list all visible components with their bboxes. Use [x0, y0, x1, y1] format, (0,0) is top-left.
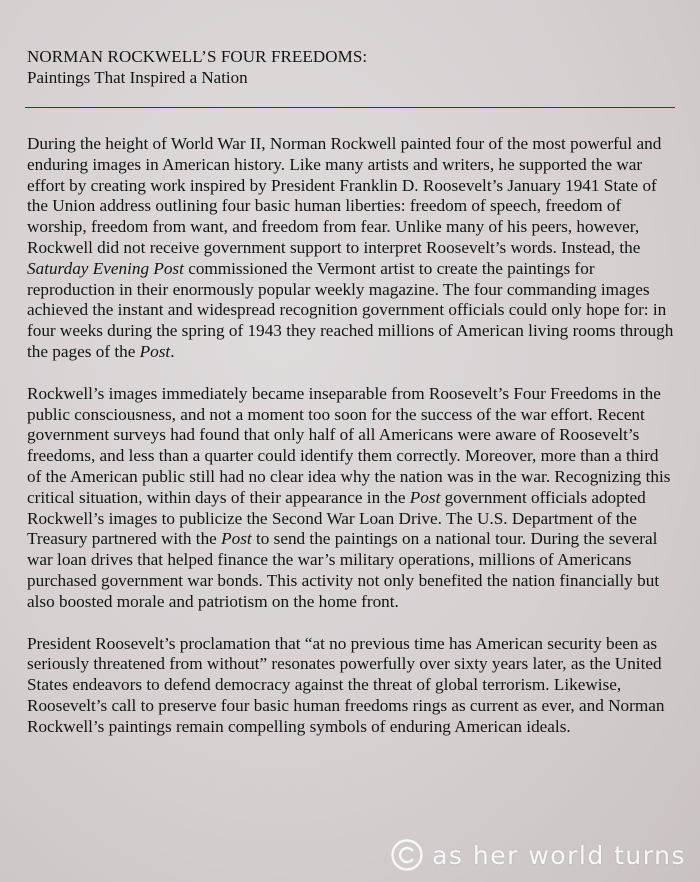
paragraph-2-italic-post-1: Post — [409, 487, 441, 507]
paragraph-1-part-b: commissioned the Vermont artist to create the paintings for reproduction in their enormously popular weekly magazine. The four commanding images achieved the instant and widespread recognition government officials could only hope for: in four weeks during the spring of 1943 they reached millions of American living rooms through the pages of the — [27, 258, 674, 361]
paragraph-1 — [27, 134, 675, 363]
paragraph-3-text: President Roosevelt’s proclamation that “at no previous time has American security been as seriously threatened from without” resonates powerfully over sixty years later, as the United States endeavors to defend democracy against the threat of global terrorism. Likewise, Roosevelt’s call to preserve four basic human freedoms rings as current as ever, and Norman Rockwell’s paintings remain compelling symbols of enduring American ideals. — [27, 633, 665, 736]
paragraph-2-part-a: Rockwell’s images immediately became inseparable from Roosevelt’s Four Freedoms in the public consciousness, and not a moment too soon for the success of the war effort. Recent government surveys had found that only half of all Americans were aware of Roosevelt’s freedoms, and less than a quarter could identify them correctly. Moreover, more than a third of the American public still had no clear idea why the nation was in the war. Recognizing this critical situation, within days of their appearance in the — [27, 383, 671, 507]
paragraph-2-italic-post-2: Post — [221, 529, 252, 549]
paragraph-1-italic-saturday-evening-post: Saturday Evening Post — [27, 258, 184, 278]
panel-body — [27, 134, 675, 759]
page-title: NORMAN ROCKWELL’S FOUR FREEDOMS: — [27, 47, 368, 66]
paragraph-1-italic-post: Post — [139, 341, 171, 361]
paragraph-1-part-a: During the height of World War II, Norman Rockwell painted four of the most powerful and enduring images in American history. Like many artists and writers, he supported the war effort by creating work inspired by President Franklin D. Roosevelt’s January 1941 State of the Union address outlining four basic human liberties: freedom of speech, freedom of worship, freedom from want, and freedom from fear. Unlike many of his peers, however, Rockwell did not receive government support to interpret Roosevelt’s words. Instead, the — [27, 134, 662, 257]
page-subtitle: Paintings That Inspired a Nation — [27, 68, 248, 87]
watermark-text: as her world turns — [432, 840, 686, 870]
paragraph-1-part-c: . — [170, 341, 175, 361]
paragraph-2 — [27, 384, 675, 613]
copyright-icon — [390, 838, 424, 872]
header-divider — [25, 107, 675, 108]
paragraph-2-part-c: to send the paintings on a national tour. During the several war loan drives that helped finance the war’s military operations, millions of Americans purchased government war bonds. This activity not only benefited the nation financially but also boosted morale and patriotism on the home front. — [27, 529, 660, 611]
watermark — [390, 838, 686, 872]
paragraph-2-part-b: government officials adopted Rockwell’s images to publicize the Second War Loan Drive. The U.S. Department of the Treasury partnered with the — [27, 487, 646, 549]
panel-header — [27, 46, 667, 88]
paragraph-3 — [27, 634, 675, 738]
